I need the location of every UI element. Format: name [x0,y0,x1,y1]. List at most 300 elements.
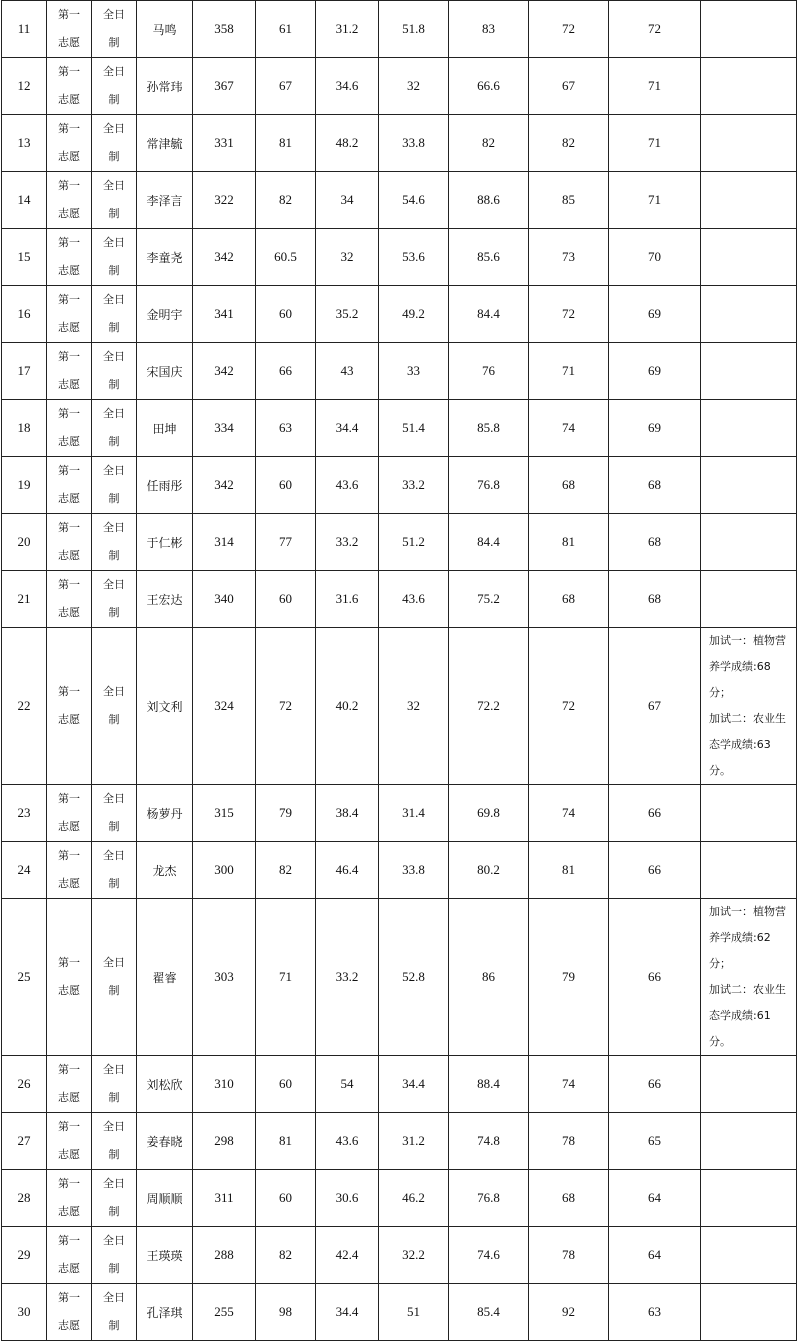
study-mode-line: 全日 [103,685,125,698]
remarks-cell [701,400,797,457]
choice-line: 志愿 [58,1262,80,1275]
row-number-cell: 25 [2,899,47,1056]
score-cell-5: 68 [529,1170,609,1227]
remark-line: 养学成绩:68 分； [709,660,771,699]
remark-line: 态学成绩:63 分。 [709,738,771,777]
score-cell-3: 32.2 [379,1227,449,1284]
choice-cell [47,286,92,343]
score-cell-6: 69 [609,400,701,457]
choice-cell [47,785,92,842]
score-cell-1: 63 [256,400,316,457]
total-score-cell: 310 [193,1056,256,1113]
score-cell-4: 84.4 [449,514,529,571]
name-cell: 杨萝丹 [137,785,193,842]
choice-cell [47,899,92,1056]
score-cell-5: 68 [529,571,609,628]
study-mode-cell [92,400,137,457]
study-mode-line: 制 [108,1262,120,1275]
row-number-cell: 22 [2,628,47,785]
score-cell-6: 72 [609,1,701,58]
score-cell-3: 32 [379,58,449,115]
score-cell-1: 82 [256,1227,316,1284]
score-cell-4: 69.8 [449,785,529,842]
score-cell-4: 84.4 [449,286,529,343]
score-cell-4: 82 [449,115,529,172]
study-mode-cell [92,457,137,514]
study-mode-line: 制 [108,877,120,890]
table-row [2,1227,797,1284]
choice-line: 志愿 [58,321,80,334]
score-cell-2: 31.6 [316,571,379,628]
score-cell-1: 77 [256,514,316,571]
study-mode-cell [92,1227,137,1284]
score-cell-1: 60 [256,1170,316,1227]
score-cell-4: 76 [449,343,529,400]
score-cell-2: 43 [316,343,379,400]
score-cell-1: 82 [256,842,316,899]
name-cell: 龙杰 [137,842,193,899]
remarks-cell [701,1113,797,1170]
score-cell-6: 68 [609,571,701,628]
score-cell-5: 73 [529,229,609,286]
name-cell: 刘文利 [137,628,193,785]
study-mode-line: 全日 [103,849,125,862]
name-cell: 周顺顺 [137,1170,193,1227]
table-row [2,58,797,115]
score-cell-4: 74.8 [449,1113,529,1170]
choice-line: 志愿 [58,1205,80,1218]
total-score-cell: 303 [193,899,256,1056]
score-cell-2: 40.2 [316,628,379,785]
total-score-cell: 331 [193,115,256,172]
score-cell-2: 43.6 [316,457,379,514]
choice-line: 第一 [58,350,80,363]
table-row [2,514,797,571]
remarks-cell [701,571,797,628]
score-cell-1: 81 [256,115,316,172]
study-mode-cell [92,115,137,172]
name-cell: 孔泽琪 [137,1284,193,1341]
study-mode-line: 制 [108,1091,120,1104]
score-cell-6: 66 [609,899,701,1056]
choice-line: 志愿 [58,378,80,391]
score-cell-6: 71 [609,58,701,115]
study-mode-line: 全日 [103,464,125,477]
row-number-cell: 27 [2,1113,47,1170]
total-score-cell: 314 [193,514,256,571]
score-cell-2: 43.6 [316,1113,379,1170]
study-mode-cell [92,1056,137,1113]
study-mode-line: 制 [108,435,120,448]
row-number-cell: 21 [2,571,47,628]
study-mode-line: 全日 [103,1120,125,1133]
score-cell-4: 85.8 [449,400,529,457]
choice-line: 第一 [58,1234,80,1247]
choice-line: 志愿 [58,1091,80,1104]
choice-line: 第一 [58,407,80,420]
score-cell-2: 32 [316,229,379,286]
total-score-cell: 341 [193,286,256,343]
score-cell-3: 51 [379,1284,449,1341]
score-table [1,0,797,1341]
remarks-cell [701,1056,797,1113]
study-mode-line: 全日 [103,956,125,969]
score-cell-5: 72 [529,286,609,343]
score-cell-5: 74 [529,1056,609,1113]
remarks-cell [701,115,797,172]
study-mode-cell [92,58,137,115]
score-cell-4: 76.8 [449,1170,529,1227]
score-cell-2: 46.4 [316,842,379,899]
row-number-cell: 19 [2,457,47,514]
choice-line: 第一 [58,685,80,698]
study-mode-line: 全日 [103,236,125,249]
choice-cell [47,172,92,229]
remarks-cell [701,842,797,899]
remark-line: 加试一：植物营 [709,634,786,647]
choice-line: 第一 [58,792,80,805]
name-cell: 王宏达 [137,571,193,628]
remarks-cell [701,1284,797,1341]
score-cell-1: 79 [256,785,316,842]
score-cell-5: 68 [529,457,609,514]
study-mode-line: 制 [108,93,120,106]
row-number-cell: 29 [2,1227,47,1284]
choice-cell [47,457,92,514]
table-row [2,286,797,343]
row-number-cell: 20 [2,514,47,571]
choice-line: 志愿 [58,549,80,562]
choice-line: 第一 [58,464,80,477]
score-cell-1: 72 [256,628,316,785]
score-cell-1: 61 [256,1,316,58]
total-score-cell: 367 [193,58,256,115]
choice-line: 第一 [58,1063,80,1076]
study-mode-cell [92,628,137,785]
score-cell-3: 33.8 [379,115,449,172]
choice-line: 志愿 [58,1319,80,1332]
name-cell: 翟睿 [137,899,193,1056]
study-mode-line: 全日 [103,122,125,135]
choice-line: 志愿 [58,93,80,106]
study-mode-line: 全日 [103,1177,125,1190]
score-cell-2: 34.4 [316,400,379,457]
study-mode-cell [92,1,137,58]
score-cell-3: 43.6 [379,571,449,628]
score-cell-4: 75.2 [449,571,529,628]
score-cell-3: 33.2 [379,457,449,514]
study-mode-line: 制 [108,207,120,220]
score-cell-5: 78 [529,1227,609,1284]
total-score-cell: 298 [193,1113,256,1170]
row-number-cell: 30 [2,1284,47,1341]
choice-cell [47,514,92,571]
remarks-cell [701,1227,797,1284]
remarks-cell [701,457,797,514]
study-mode-line: 全日 [103,350,125,363]
score-cell-2: 35.2 [316,286,379,343]
choice-cell [47,1,92,58]
score-cell-2: 34.4 [316,1284,379,1341]
study-mode-line: 全日 [103,1234,125,1247]
choice-cell [47,343,92,400]
score-cell-2: 42.4 [316,1227,379,1284]
study-mode-line: 制 [108,1205,120,1218]
score-cell-2: 33.2 [316,899,379,1056]
score-cell-5: 74 [529,400,609,457]
score-cell-4: 66.6 [449,58,529,115]
remarks-cell [701,172,797,229]
choice-line: 第一 [58,1291,80,1304]
score-cell-5: 72 [529,1,609,58]
score-cell-1: 60.5 [256,229,316,286]
name-cell: 刘松欣 [137,1056,193,1113]
score-cell-5: 72 [529,628,609,785]
row-number-cell: 17 [2,343,47,400]
name-cell: 王瑛瑛 [137,1227,193,1284]
name-cell: 李泽言 [137,172,193,229]
score-cell-5: 81 [529,842,609,899]
row-number-cell: 18 [2,400,47,457]
score-cell-6: 68 [609,514,701,571]
score-cell-1: 60 [256,286,316,343]
score-cell-2: 30.6 [316,1170,379,1227]
remarks-cell [701,785,797,842]
choice-line: 第一 [58,122,80,135]
score-cell-4: 85.4 [449,1284,529,1341]
score-cell-6: 71 [609,172,701,229]
table-row [2,115,797,172]
score-cell-3: 51.2 [379,514,449,571]
study-mode-line: 制 [108,713,120,726]
study-mode-line: 全日 [103,179,125,192]
row-number-cell: 14 [2,172,47,229]
score-cell-3: 53.6 [379,229,449,286]
score-cell-4: 88.4 [449,1056,529,1113]
study-mode-line: 全日 [103,1063,125,1076]
table-row [2,899,797,1056]
study-mode-cell [92,286,137,343]
choice-line: 志愿 [58,264,80,277]
study-mode-line: 全日 [103,65,125,78]
choice-line: 志愿 [58,606,80,619]
choice-line: 志愿 [58,150,80,163]
choice-line: 志愿 [58,984,80,997]
table-row [2,1,797,58]
remarks-cell [701,58,797,115]
score-cell-2: 34 [316,172,379,229]
remarks-cell [701,1170,797,1227]
name-cell: 任雨彤 [137,457,193,514]
score-cell-1: 60 [256,1056,316,1113]
score-cell-1: 60 [256,571,316,628]
choice-line: 第一 [58,849,80,862]
table-body [2,1,797,1341]
name-cell: 于仁彬 [137,514,193,571]
total-score-cell: 324 [193,628,256,785]
score-cell-6: 71 [609,115,701,172]
choice-line: 第一 [58,578,80,591]
choice-line: 志愿 [58,492,80,505]
total-score-cell: 288 [193,1227,256,1284]
study-mode-line: 全日 [103,8,125,21]
score-cell-3: 33.8 [379,842,449,899]
score-cell-5: 81 [529,514,609,571]
study-mode-cell [92,1170,137,1227]
score-cell-2: 34.6 [316,58,379,115]
score-cell-5: 74 [529,785,609,842]
score-cell-1: 82 [256,172,316,229]
study-mode-cell [92,343,137,400]
score-cell-4: 83 [449,1,529,58]
total-score-cell: 342 [193,343,256,400]
choice-line: 志愿 [58,435,80,448]
choice-cell [47,58,92,115]
remark-line: 养学成绩:62 分； [709,931,771,970]
study-mode-line: 制 [108,606,120,619]
total-score-cell: 334 [193,400,256,457]
study-mode-line: 制 [108,321,120,334]
row-number-cell: 15 [2,229,47,286]
score-cell-5: 82 [529,115,609,172]
table-row [2,1170,797,1227]
study-mode-line: 制 [108,1319,120,1332]
total-score-cell: 311 [193,1170,256,1227]
score-cell-4: 76.8 [449,457,529,514]
choice-line: 第一 [58,8,80,21]
row-number-cell: 24 [2,842,47,899]
study-mode-line: 制 [108,549,120,562]
table-row [2,1284,797,1341]
table-row [2,785,797,842]
study-mode-line: 制 [108,1148,120,1161]
table-row [2,1113,797,1170]
score-cell-4: 72.2 [449,628,529,785]
score-cell-6: 69 [609,343,701,400]
score-cell-6: 66 [609,842,701,899]
choice-line: 第一 [58,521,80,534]
row-number-cell: 13 [2,115,47,172]
score-cell-1: 66 [256,343,316,400]
table-row [2,1056,797,1113]
remark-line: 加试一：植物营 [709,905,786,918]
remarks-cell [701,514,797,571]
score-cell-6: 70 [609,229,701,286]
study-mode-line: 制 [108,820,120,833]
score-cell-6: 64 [609,1227,701,1284]
choice-line: 志愿 [58,877,80,890]
name-cell: 宋国庆 [137,343,193,400]
total-score-cell: 255 [193,1284,256,1341]
table-row [2,842,797,899]
table-row [2,229,797,286]
name-cell: 常津毓 [137,115,193,172]
choice-cell [47,1113,92,1170]
choice-cell [47,115,92,172]
study-mode-line: 全日 [103,1291,125,1304]
score-cell-3: 31.4 [379,785,449,842]
score-cell-5: 79 [529,899,609,1056]
study-mode-line: 全日 [103,293,125,306]
score-cell-4: 80.2 [449,842,529,899]
remarks-cell [701,628,797,785]
score-cell-6: 67 [609,628,701,785]
choice-cell [47,842,92,899]
score-cell-3: 49.2 [379,286,449,343]
choice-cell [47,1170,92,1227]
score-cell-4: 86 [449,899,529,1056]
study-mode-line: 全日 [103,521,125,534]
score-cell-3: 54.6 [379,172,449,229]
study-mode-cell [92,842,137,899]
score-cell-1: 98 [256,1284,316,1341]
study-mode-line: 全日 [103,792,125,805]
score-cell-5: 85 [529,172,609,229]
name-cell: 孙常玮 [137,58,193,115]
choice-cell [47,1284,92,1341]
score-cell-3: 31.2 [379,1113,449,1170]
score-cell-5: 67 [529,58,609,115]
score-cell-3: 32 [379,628,449,785]
choice-line: 志愿 [58,713,80,726]
score-cell-4: 74.6 [449,1227,529,1284]
score-cell-3: 33 [379,343,449,400]
score-cell-1: 67 [256,58,316,115]
choice-line: 志愿 [58,1148,80,1161]
row-number-cell: 28 [2,1170,47,1227]
score-cell-6: 63 [609,1284,701,1341]
remarks-cell [701,1,797,58]
remarks-cell [701,899,797,1056]
score-cell-6: 66 [609,1056,701,1113]
choice-line: 第一 [58,1120,80,1133]
choice-cell [47,229,92,286]
score-cell-6: 66 [609,785,701,842]
score-cell-2: 38.4 [316,785,379,842]
total-score-cell: 342 [193,229,256,286]
study-mode-line: 制 [108,36,120,49]
study-mode-line: 全日 [103,578,125,591]
total-score-cell: 358 [193,1,256,58]
table-row [2,571,797,628]
study-mode-cell [92,172,137,229]
study-mode-line: 制 [108,264,120,277]
name-cell: 田坤 [137,400,193,457]
score-cell-2: 48.2 [316,115,379,172]
score-cell-3: 46.2 [379,1170,449,1227]
choice-line: 第一 [58,1177,80,1190]
name-cell: 姜春晓 [137,1113,193,1170]
score-cell-3: 51.4 [379,400,449,457]
total-score-cell: 322 [193,172,256,229]
choice-line: 志愿 [58,207,80,220]
choice-line: 第一 [58,65,80,78]
score-cell-2: 31.2 [316,1,379,58]
total-score-cell: 340 [193,571,256,628]
study-mode-cell [92,899,137,1056]
score-cell-4: 85.6 [449,229,529,286]
score-cell-5: 71 [529,343,609,400]
score-cell-4: 88.6 [449,172,529,229]
name-cell: 马鸣 [137,1,193,58]
study-mode-cell [92,571,137,628]
study-mode-line: 制 [108,378,120,391]
score-cell-1: 60 [256,457,316,514]
total-score-cell: 315 [193,785,256,842]
study-mode-cell [92,785,137,842]
choice-cell [47,400,92,457]
remarks-cell [701,229,797,286]
